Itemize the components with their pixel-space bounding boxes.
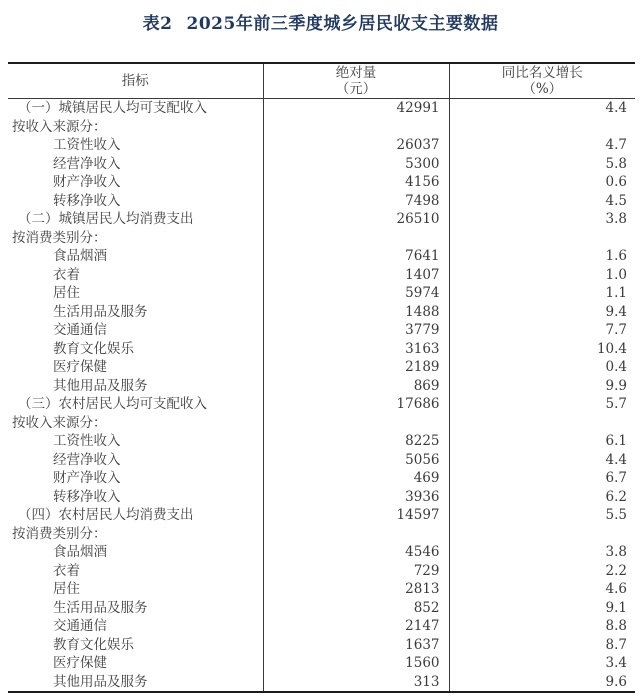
growth-value-cell: 0.4 — [449, 358, 635, 377]
growth-value-cell: 6.2 — [449, 488, 635, 507]
table-row — [8, 118, 635, 137]
table-row — [8, 136, 635, 155]
indicator-cell: 衣着 — [53, 562, 80, 579]
table-row — [8, 395, 635, 414]
growth-value-cell: 10.4 — [449, 340, 635, 359]
col-header-growth — [449, 63, 635, 99]
growth-value-cell: 3.8 — [449, 543, 635, 562]
indicator-cell: 经营净收入 — [53, 155, 121, 172]
indicator-cell: 教育文化娱乐 — [53, 340, 134, 357]
absolute-value-cell — [263, 118, 449, 137]
absolute-value-cell — [263, 414, 449, 433]
indicator-cell: 医疗保健 — [53, 655, 107, 671]
growth-value-cell: 1.1 — [449, 284, 635, 303]
title-bar — [0, 0, 641, 62]
growth-value-cell: 9.9 — [449, 377, 635, 396]
col-header-growth-line1: 同比名义增长 — [501, 65, 583, 81]
table-row — [8, 580, 635, 599]
table-header — [8, 63, 635, 99]
growth-value-cell: 1.0 — [449, 266, 635, 285]
absolute-value-cell: 5300 — [263, 155, 449, 174]
table-row — [8, 321, 635, 340]
table-row — [8, 414, 635, 433]
absolute-value-cell: 1407 — [263, 266, 449, 285]
table-row — [8, 525, 635, 544]
indicator-cell: 转移净收入 — [53, 488, 121, 505]
indicator-cell: 教育文化娱乐 — [53, 636, 134, 653]
indicator-cell: 生活用品及服务 — [53, 599, 148, 616]
absolute-value-cell: 869 — [263, 377, 449, 396]
table-number: 表2 — [142, 14, 173, 34]
indicator-cell: （四）农村居民人均消费支出 — [18, 507, 194, 523]
growth-value-cell: 5.7 — [449, 395, 635, 414]
absolute-value-cell — [263, 525, 449, 544]
absolute-value-cell: 3779 — [263, 321, 449, 340]
indicator-cell: 食品烟酒 — [53, 544, 107, 560]
growth-value-cell: 9.6 — [449, 673, 635, 693]
page-title — [143, 9, 499, 34]
growth-value-cell: 1.6 — [449, 247, 635, 266]
table-row — [8, 506, 635, 525]
absolute-value-cell: 42991 — [263, 99, 449, 118]
table-row — [8, 654, 635, 673]
growth-value-cell: 3.8 — [449, 210, 635, 229]
indicator-cell: 交通通信 — [53, 322, 107, 338]
indicator-cell: 医疗保健 — [53, 359, 107, 375]
indicator-cell: （二）城镇居民人均消费支出 — [18, 211, 194, 227]
indicator-cell: 其他用品及服务 — [53, 673, 148, 690]
table-body — [8, 99, 635, 693]
growth-value-cell: 8.7 — [449, 636, 635, 655]
growth-value-cell: 4.7 — [449, 136, 635, 155]
table-row — [8, 247, 635, 266]
absolute-value-cell: 4156 — [263, 173, 449, 192]
growth-value-cell: 7.7 — [449, 321, 635, 340]
indicator-cell: 其他用品及服务 — [53, 377, 148, 394]
growth-value-cell: 4.5 — [449, 192, 635, 211]
growth-value-cell — [449, 229, 635, 248]
absolute-value-cell: 7498 — [263, 192, 449, 211]
indicator-cell: 衣着 — [53, 266, 80, 283]
absolute-value-cell: 2147 — [263, 617, 449, 636]
absolute-value-cell: 5056 — [263, 451, 449, 470]
table-row — [8, 173, 635, 192]
absolute-value-cell: 26037 — [263, 136, 449, 155]
growth-value-cell — [449, 414, 635, 433]
table-row — [8, 543, 635, 562]
growth-value-cell: 9.1 — [449, 599, 635, 618]
indicator-cell: 财产净收入 — [53, 174, 121, 190]
indicator-cell: 居住 — [53, 285, 80, 301]
table-row — [8, 562, 635, 581]
absolute-value-cell: 2189 — [263, 358, 449, 377]
growth-value-cell: 4.6 — [449, 580, 635, 599]
indicator-cell: 按消费类别分： — [12, 525, 107, 542]
absolute-value-cell: 3936 — [263, 488, 449, 507]
indicator-cell: （三）农村居民人均可支配收入 — [18, 396, 207, 412]
growth-value-cell: 4.4 — [449, 451, 635, 470]
col-header-absolute-line1: 绝对量 — [335, 65, 377, 81]
table-row — [8, 599, 635, 618]
col-header-absolute-line2: （元） — [335, 81, 377, 97]
table-row — [8, 488, 635, 507]
growth-value-cell — [449, 525, 635, 544]
growth-value-cell: 6.7 — [449, 469, 635, 488]
growth-value-cell: 4.4 — [449, 99, 635, 118]
table-row — [8, 377, 635, 396]
table-row — [8, 99, 635, 118]
growth-value-cell: 5.5 — [449, 506, 635, 525]
absolute-value-cell — [263, 229, 449, 248]
table-title-text: 2025年前三季度城乡居民收支主要数据 — [186, 14, 499, 34]
table-row — [8, 617, 635, 636]
absolute-value-cell: 469 — [263, 469, 449, 488]
col-header-growth-line2: （%） — [522, 81, 563, 97]
absolute-value-cell: 729 — [263, 562, 449, 581]
absolute-value-cell: 1637 — [263, 636, 449, 655]
absolute-value-cell: 17686 — [263, 395, 449, 414]
indicator-cell: 财产净收入 — [53, 470, 121, 486]
absolute-value-cell: 2813 — [263, 580, 449, 599]
indicator-cell: 工资性收入 — [53, 137, 121, 153]
indicator-cell: 工资性收入 — [53, 433, 121, 449]
indicator-cell: 转移净收入 — [53, 192, 121, 209]
indicator-cell: 按消费类别分： — [12, 229, 107, 246]
table-row — [8, 192, 635, 211]
growth-value-cell: 9.4 — [449, 303, 635, 322]
income-expenditure-table — [8, 62, 635, 693]
table-row — [8, 358, 635, 377]
table-row — [8, 673, 635, 693]
absolute-value-cell: 852 — [263, 599, 449, 618]
indicator-cell: 按收入来源分： — [12, 118, 107, 135]
table-row — [8, 229, 635, 248]
growth-value-cell — [449, 118, 635, 137]
growth-value-cell: 3.4 — [449, 654, 635, 673]
indicator-cell: （一）城镇居民人均可支配收入 — [18, 100, 207, 116]
growth-value-cell: 0.6 — [449, 173, 635, 192]
indicator-cell: 生活用品及服务 — [53, 303, 148, 320]
absolute-value-cell: 5974 — [263, 284, 449, 303]
absolute-value-cell: 7641 — [263, 247, 449, 266]
table-row — [8, 432, 635, 451]
growth-value-cell: 8.8 — [449, 617, 635, 636]
absolute-value-cell: 26510 — [263, 210, 449, 229]
indicator-cell: 按收入来源分： — [12, 414, 107, 431]
table-row — [8, 155, 635, 174]
indicator-cell: 交通通信 — [53, 618, 107, 634]
indicator-cell: 食品烟酒 — [53, 248, 107, 264]
growth-value-cell: 5.8 — [449, 155, 635, 174]
col-header-absolute — [263, 63, 449, 99]
absolute-value-cell: 313 — [263, 673, 449, 693]
table-row — [8, 636, 635, 655]
absolute-value-cell: 3163 — [263, 340, 449, 359]
table-row — [8, 210, 635, 229]
table-row — [8, 284, 635, 303]
absolute-value-cell: 8225 — [263, 432, 449, 451]
table-row — [8, 266, 635, 285]
col-header-indicator: 指标 — [8, 63, 263, 99]
table-row — [8, 451, 635, 470]
growth-value-cell: 2.2 — [449, 562, 635, 581]
indicator-cell: 经营净收入 — [53, 451, 121, 468]
absolute-value-cell: 1488 — [263, 303, 449, 322]
growth-value-cell: 6.1 — [449, 432, 635, 451]
table-row — [8, 469, 635, 488]
absolute-value-cell: 14597 — [263, 506, 449, 525]
absolute-value-cell: 4546 — [263, 543, 449, 562]
indicator-cell: 居住 — [53, 581, 80, 597]
table-row — [8, 340, 635, 359]
absolute-value-cell: 1560 — [263, 654, 449, 673]
table-row — [8, 303, 635, 322]
header-row — [8, 63, 635, 99]
